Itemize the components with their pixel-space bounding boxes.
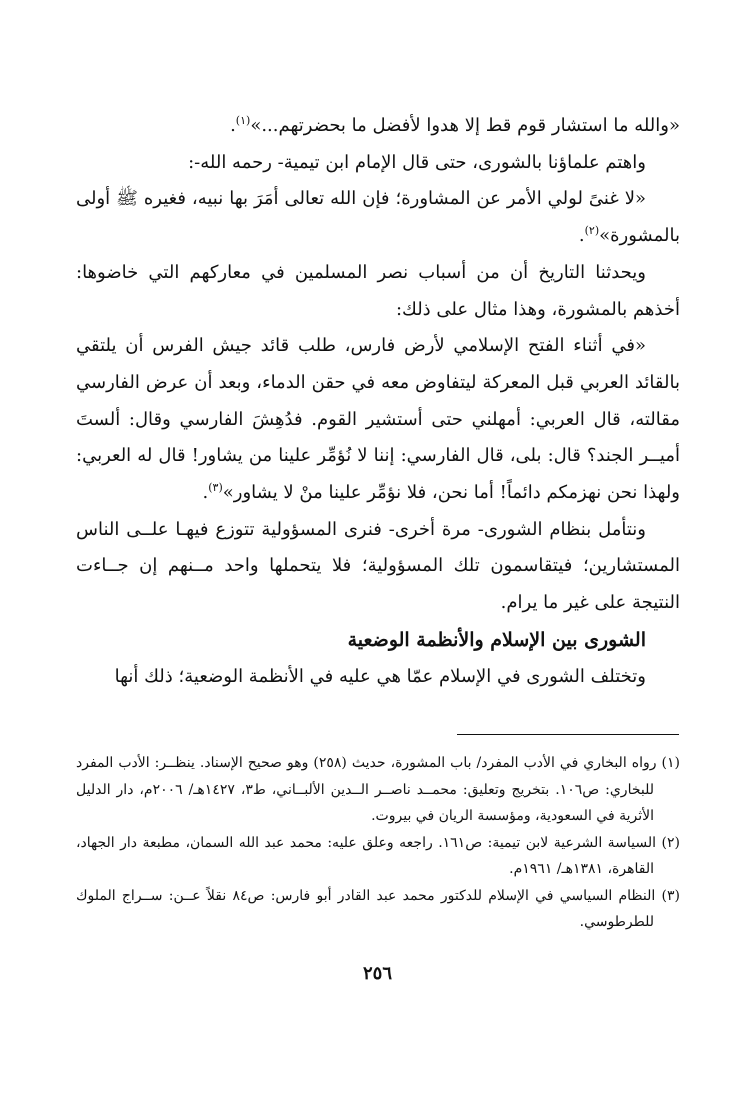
paragraph-section-intro: وتختلف الشورى في الإسلام عمّا هي عليه في الأنظمة الوضعية؛ ذلك أنها [114, 665, 646, 687]
quote-text: «لا غنىً لولي الأمر عن المشاورة؛ فإن الله تعالى أمَرَ بها نبيه، فغيره ﷺ أولى بالمشورة» [76, 188, 680, 247]
page-number: ٢٥٦ [362, 963, 392, 984]
footnote-ref-2[interactable]: (٢) [584, 224, 600, 238]
footnote-3: (٣) النظام السياسي في الإسلام للدكتور محمد عبد القادر أبو فارس: ص٨٤ نقلاً عــن: ســراج الملوك للطرطوسي. [76, 887, 680, 930]
footnote-2: (٢) السياسة الشرعية لابن تيمية: ص١٦١. راجعه وعلق عليه: محمد عبد الله السمان، مطبعة دار الجهاد، القاهرة، ١٣٨١هـ/ ١٩٦١م. [76, 834, 680, 877]
footnote-divider [457, 734, 679, 735]
footnote-1: (١) رواه البخاري في الأدب المفرد/ باب المشورة، حديث (٢٥٨) وهو صحيح الإسناد. ينظــر: الأدب المفرد للبخاري: ص١٠٦. بتخريج وتعليق: محمــد ناصــر الــدين الألبــاني، ط٣، ١٤٢٧هـ/ ٢٠٠٦م، دار الدليل الأثرية في السعودية، ومؤسسة الريان في بيروت. [76, 755, 680, 824]
paragraph-history: ويحدثنا التاريخ أن من أسباب نصر المسلمين في معاركهم التي خاضوها: أخذهم بالمشورة، وهذا مثال على ذلك: [76, 261, 680, 320]
quote-text: «في أثناء الفتح الإسلامي لأرض فارس، طلب قائد جيش الفرس أن يلتقي بالقائد العربي قبل المعركة ليتفاوض معه في حقن الدماء، وبعد أن عرض الفارسي مقالته، قال العربي: أمهلني حتى أستشير القوم. فدُهِشَ الفارسي وقال: ألستَ أميــر الجند؟ قال: بلى، قال الفارسي: إننا لا نُؤمِّر علينا من يشاور! قال له العربي: ولهذا نحن نهزمكم دائماً! أما نحن، فلا نؤمِّر علينا منْ لا يشاور» [76, 335, 680, 504]
section-heading: الشورى بين الإسلام والأنظمة الوضعية [347, 628, 646, 651]
quote-text: «والله ما استشار قوم قط إلا هدوا لأفضل ما بحضرتهم...» [250, 115, 680, 136]
paragraph-quote-consultation: «والله ما استشار قوم قط إلا هدوا لأفضل ما بحضرتهم...»$^{(١)}$. [230, 114, 680, 136]
footnotes [76, 750, 680, 936]
body-text [76, 108, 680, 695]
paragraph-ibn-taymiyya-quote [76, 181, 680, 254]
footnote-ref-3[interactable]: (٣) [208, 481, 223, 495]
main-text-block [76, 108, 680, 695]
paragraph-scholars: واهتم علماؤنا بالشورى، حتى قال الإمام ابن تيمية- رحمه الله-: [188, 151, 646, 173]
paragraph-persian-story [76, 328, 680, 512]
punctuation: . [202, 482, 209, 504]
punctuation: . [578, 225, 585, 247]
footnote-ref-1[interactable]: (١) [235, 114, 251, 127]
paragraph-responsibility: ونتأمل بنظام الشورى- مرة أخرى- فنرى المسؤولية تتوزع فيهـا علــى الناس المستشارين؛ فيتقاسمون تلك المسؤولية؛ فلا يتحملها واحد مــنهم إن جــاءت النتيجة على غير ما يرام. [76, 518, 680, 614]
